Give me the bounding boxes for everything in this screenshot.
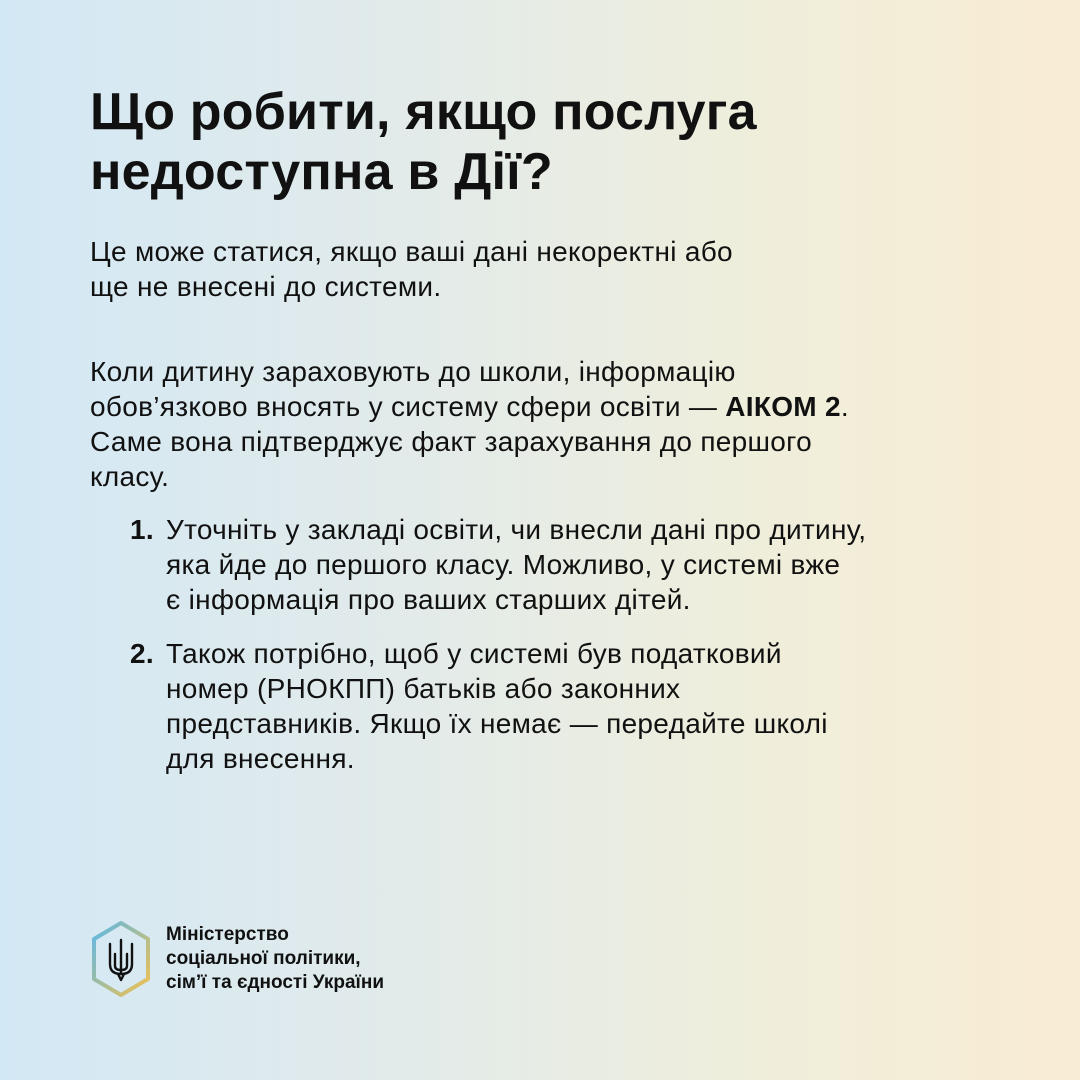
org-name-line: соціальної політики, bbox=[166, 948, 361, 969]
step-line: яка йде до першого класу. Можливо, у системі вже bbox=[166, 549, 841, 580]
step-line: номер (РНОКПП) батьків або законних bbox=[166, 673, 681, 704]
step-line: представників. Якщо їх немає — передайте школі bbox=[166, 708, 828, 739]
intro-line: ще не внесені до системи. bbox=[90, 271, 442, 302]
explanation-text: обов’язково вносять у систему сфери освіти — bbox=[90, 391, 726, 422]
explanation-line: Коли дитину зараховують до школи, інформацію bbox=[90, 356, 736, 387]
step-number: 2. bbox=[130, 638, 154, 669]
explanation-line: Саме вона підтверджує факт зарахування до першого bbox=[90, 426, 812, 457]
org-name-line: сім’ї та єдності України bbox=[166, 972, 385, 993]
step-line: є інформація про ваших старших дітей. bbox=[166, 584, 691, 615]
intro-line: Це може статися, якщо ваші дані некоректні або bbox=[90, 236, 733, 267]
step-number: 1. bbox=[130, 514, 154, 545]
intro-paragraph bbox=[90, 234, 1010, 304]
explanation-text: . bbox=[840, 391, 849, 422]
step-item bbox=[130, 636, 1010, 776]
step-line: для внесення. bbox=[166, 743, 355, 774]
system-name: АІКОМ 2 bbox=[725, 391, 841, 422]
explanation-line bbox=[90, 389, 1010, 424]
step-line: Також потрібно, щоб у системі був податковий bbox=[166, 638, 782, 669]
title-line: Що робити, якщо послуга bbox=[90, 83, 757, 141]
page-title bbox=[90, 82, 990, 202]
step-line: Уточніть у закладі освіти, чи внесли дані про дитину, bbox=[166, 514, 867, 545]
title-line: недоступна в Дії? bbox=[90, 143, 553, 201]
org-name-line: Міністерство bbox=[166, 924, 289, 945]
steps-list bbox=[130, 512, 1010, 776]
org-name bbox=[166, 923, 384, 995]
footer bbox=[90, 920, 384, 998]
step-item bbox=[130, 512, 1010, 617]
explanation-paragraph bbox=[90, 354, 1010, 494]
trident-hexagon-icon bbox=[90, 920, 152, 998]
explanation-line: класу. bbox=[90, 461, 170, 492]
